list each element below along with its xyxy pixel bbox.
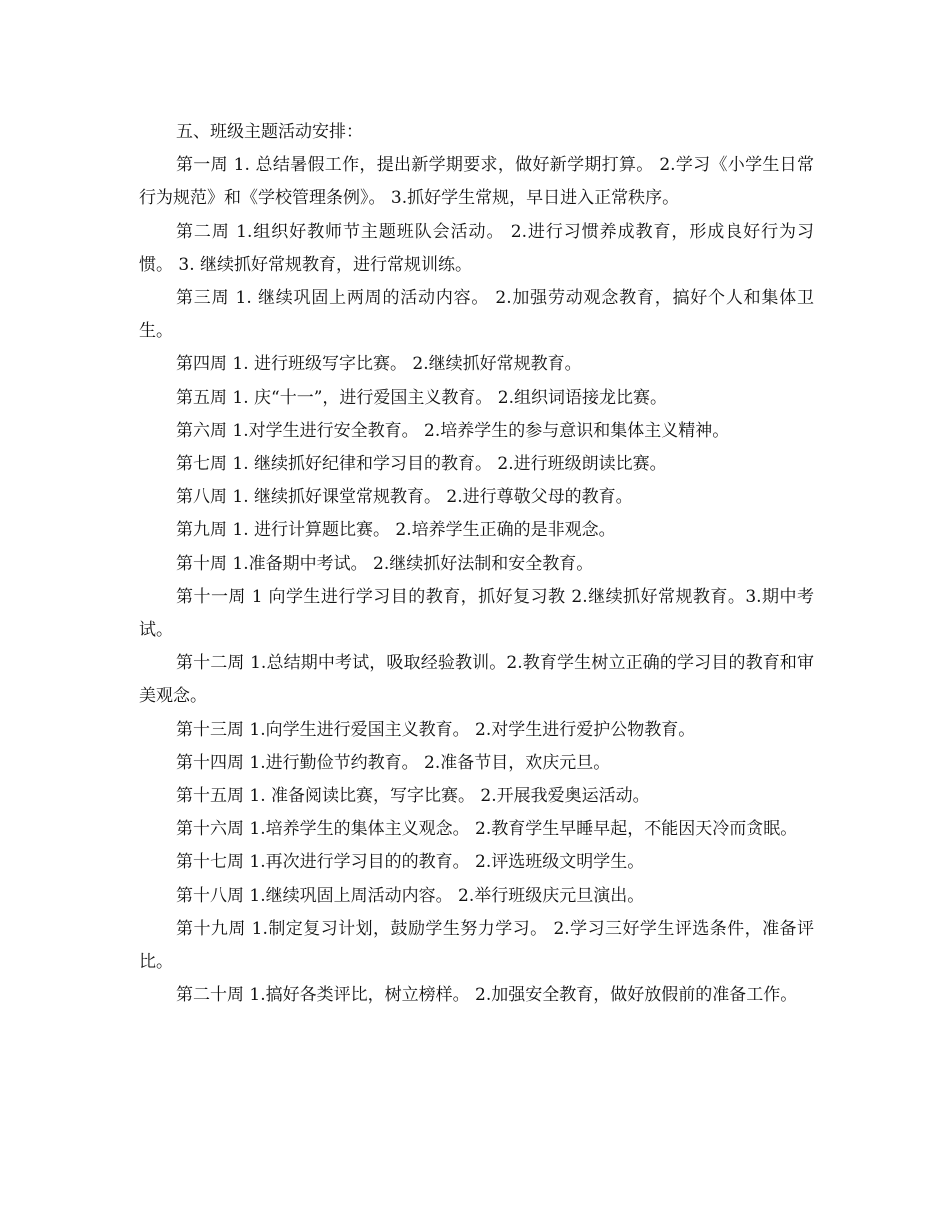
- week-plan-item: 第十五周 1. 准备阅读比赛，写字比赛。 2.开展我爱奥运活动。: [176, 786, 650, 807]
- section-heading: 五、班级主题活动安排：: [176, 122, 363, 142]
- week-plan-item: 第五周 1. 庆“十一”，进行爱国主义教育。 2.组织词语接龙比赛。: [176, 387, 668, 408]
- week-plan-item: 第十三周 1.向学生进行爱国主义教育。 2.对学生进行爱护公物教育。: [176, 719, 696, 740]
- week-plan-item: 第三周 1. 继续巩固上两周的活动内容。 2.加强劳动观念教育，搞好个人和集体卫生。: [139, 288, 814, 342]
- week-plan-item: 第十六周 1.培养学生的集体主义观念。 2.教育学生早睡早起，不能因天冷而贪眠。: [176, 819, 798, 840]
- week-plan-item: 第六周 1.对学生进行安全教育。 2.培养学生的参与意识和集体主义精神。: [176, 420, 730, 441]
- week-plan-item: 第十四周 1.进行勤俭节约教育。 2.准备节目，欢庆元旦。: [176, 752, 611, 773]
- week-plan-item: 第十二周 1.总结期中考试，吸取经验教训。2.教育学生树立正确的学习目的教育和审美观念。: [139, 653, 814, 707]
- week-plan-item: 第二周 1.组织好教师节主题班队会活动。 2.进行习惯养成教育，形成良好行为习惯。 3. 继续抓好常规教育，进行常规训练。: [139, 221, 814, 275]
- document-body: [139, 116, 814, 1012]
- week-plan-item: 第十八周 1.继续巩固上周活动内容。 2.举行班级庆元旦演出。: [176, 885, 645, 906]
- week-plan-item: 第四周 1. 进行班级写字比赛。 2.继续抓好常规教育。: [176, 354, 582, 375]
- week-plan-item: 第十周 1.准备期中考试。 2.继续抓好法制和安全教育。: [176, 553, 594, 574]
- week-plan-item: 第十一周 1 向学生进行学习目的教育，抓好复习教 2.继续抓好常规教育。3.期中考试。: [139, 586, 814, 641]
- week-plan-item: 第一周 1. 总结暑假工作，提出新学期要求，做好新学期打算。 2.学习《小学生日常行为规范》和《学校管理条例》。 3.抓好学生常规，早日进入正常秩序。: [139, 155, 814, 209]
- week-plan-item: 第十七周 1.再次进行学习目的的教育。 2.评选班级文明学生。: [176, 852, 645, 873]
- week-plan-item: 第八周 1. 继续抓好课堂常规教育。 2.进行尊敬父母的教育。: [176, 487, 633, 508]
- week-plan-item: 第二十周 1.搞好各类评比，树立榜样。 2.加强安全教育，做好放假前的准备工作。: [176, 985, 798, 1006]
- week-plan-item: 第七周 1. 继续抓好纪律和学习目的教育。 2.进行班级朗读比赛。: [176, 454, 667, 475]
- week-plan-item: 第十九周 1.制定复习计划，鼓励学生努力学习。 2.学习三好学生评选条件，准备评比。: [139, 918, 814, 973]
- week-plan-item: 第九周 1. 进行计算题比赛。 2.培养学生正确的是非观念。: [176, 520, 616, 541]
